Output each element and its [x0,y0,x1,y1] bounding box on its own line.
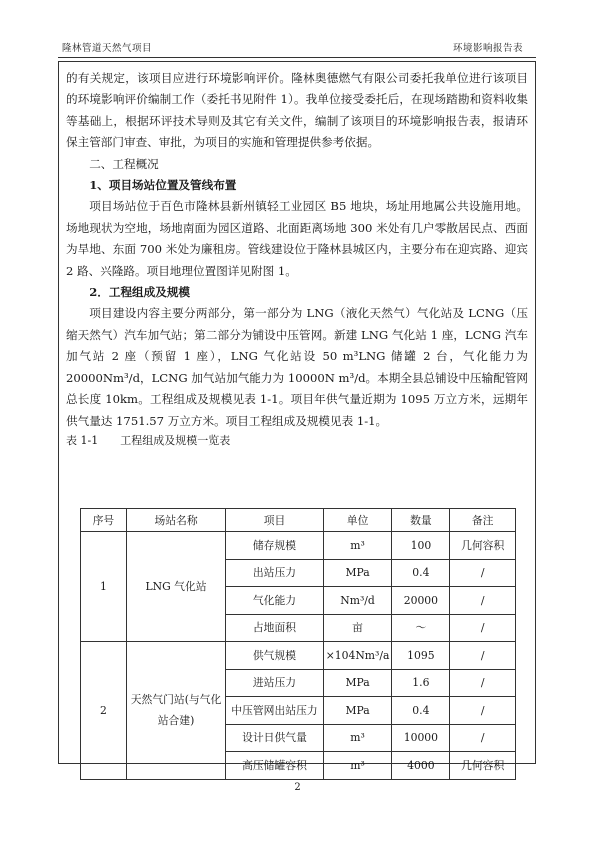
note-cell: / [450,697,516,725]
body-content [66,68,528,450]
header-rule [58,57,536,58]
unit-cell: Nm³/d [323,587,392,615]
unit-cell: m³ [323,724,392,752]
table-row [81,532,516,560]
qty-cell: 0.4 [392,559,450,587]
item-cell: 高压储罐容积 [226,752,323,780]
note-cell: / [450,559,516,587]
item-cell: 供气规模 [226,642,323,670]
unit-cell: 亩 [323,614,392,642]
paragraph-composition: 项目建设内容主要分两部分，第一部分为 LNG（液化天然气）气化站及 LCNG（压缩天然气）汽车加气站；第二部分为铺设中压管网。新建 LNG 气化站 1 座，LCNG 汽车加气站 2 座（预留 1 座），LNG 气化站设 50 m³LNG 储罐 2 台，气化能力为 20000Nm³/d，LCNG 加气站加气能力为 10000N m³/d。本期全县总铺设中压输配管网总长度 10km。工程组成及规模见表 1-1。项目年供气量近期为 1095 万立方米，远期年供气量达 1751.57 万立方米。项目工程组成及规模见表 1-1。 [66,306,528,428]
paragraph-location: 项目场站位于百色市隆林县新州镇轻工业园区 B5 地块，场址用地属公共设施用地。场地现状为空地，场地南面为园区道路、北面距离场地 300 米处有几户零散居民点、西面为旱地、东面 700 米处为廉租房。管线建设位于隆林县城区内，主要分布在迎宾路、迎宾 2 路、兴隆路。项目地理位置图详见附图 1。 [66,199,528,278]
composition-table [80,508,516,780]
header-cell: 数量 [392,509,450,532]
item-cell: 占地面积 [226,614,323,642]
subsection-heading-composition: 2．工程组成及规模 [89,285,191,300]
unit-cell: MPa [323,697,392,725]
note-cell: 几何容积 [450,532,516,560]
qty-cell: 1095 [392,642,450,670]
unit-cell: m³ [323,752,392,780]
note-cell: / [450,642,516,670]
page-number: 2 [294,782,301,793]
table-caption: 表 1-1 工程组成及规模一览表 [66,433,231,447]
unit-cell: m³ [323,532,392,560]
item-cell: 中压管网出站压力 [226,697,323,725]
table-row [81,642,516,670]
note-cell: / [450,587,516,615]
note-cell: 几何容积 [450,752,516,780]
header-cell: 项目 [226,509,323,532]
item-cell: 进站压力 [226,669,323,697]
item-cell: 气化能力 [226,587,323,615]
qty-cell: ～ [392,614,450,642]
unit-cell: MPa [323,559,392,587]
unit-cell: ×104Nm³/a [323,642,392,670]
header-cell: 序号 [81,509,127,532]
qty-cell: 10000 [392,724,450,752]
qty-cell: 4000 [392,752,450,780]
item-cell: 设计日供气量 [226,724,323,752]
header-cell: 备注 [450,509,516,532]
header-project-title: 隆林管道天然气项目 [62,43,153,54]
qty-cell: 0.4 [392,697,450,725]
qty-cell: 100 [392,532,450,560]
unit-cell: MPa [323,669,392,697]
station-name-cell: LNG 气化站 [126,532,226,642]
qty-cell: 20000 [392,587,450,615]
header-report-type: 环境影响报告表 [452,43,523,54]
row-number-cell: 1 [81,532,127,642]
header-cell: 单位 [323,509,392,532]
paragraph-intro: 的有关规定，该项目应进行环境影响评价。隆林奥德燃气有限公司委托我单位进行该项目的环境影响评价编制工作（委托书见附件 1）。我单位接受委托后，在现场踏勘和资料收集等基础上，根据环评技术导则及其它有关文件，编制了该项目的环境影响报告表，报请环保主管部门审查、审批，为项目的实施和管理提供参考依据。 [66,71,528,150]
note-cell: / [450,669,516,697]
station-name-cell: 天然气门站(与气化站合建) [126,642,226,780]
item-cell: 储存规模 [226,532,323,560]
row-number-cell: 2 [81,642,127,780]
note-cell: / [450,614,516,642]
table-header-row [81,509,516,532]
section-heading: 二、工程概况 [89,156,159,171]
item-cell: 出站压力 [226,559,323,587]
note-cell: / [450,724,516,752]
subsection-heading-location: 1、项目场站位置及管线布置 [89,178,237,193]
header-cell: 场站名称 [126,509,226,532]
qty-cell: 1.6 [392,669,450,697]
